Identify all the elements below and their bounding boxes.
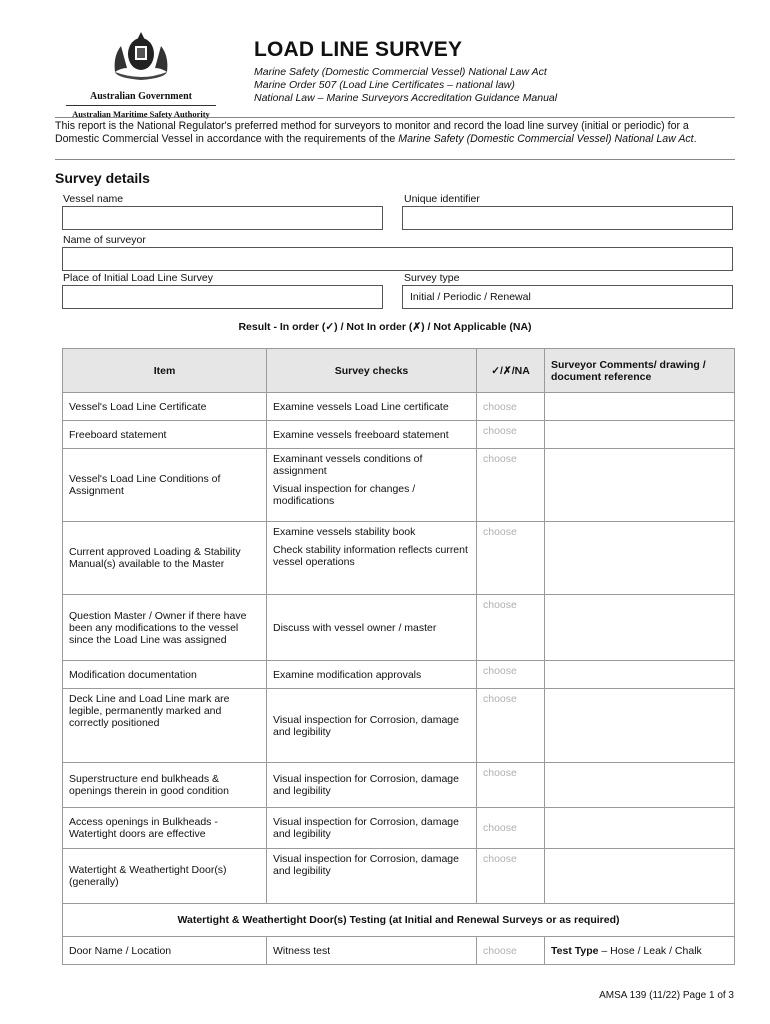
test-type-label: Test Type (551, 944, 599, 957)
test-type-options: – Hose / Leak / Chalk (598, 944, 702, 957)
result-dropdown[interactable]: choose (483, 425, 517, 437)
header-comments: Surveyor Comments/ drawing / document reference (545, 349, 735, 393)
row-item: Vessel's Load Line Conditions of Assignment (63, 449, 267, 522)
row-check: Witness test (267, 937, 477, 965)
result-dropdown[interactable]: choose (483, 944, 517, 957)
row-checks (267, 522, 477, 595)
row-check: Visual inspection for Corrosion, damage and legibility (267, 689, 477, 763)
row-check: Examine vessels stability book (273, 526, 416, 538)
result-dropdown[interactable]: choose (483, 526, 517, 538)
row-check: Examine vessels freeboard statement (267, 421, 477, 449)
survey-type-label: Survey type (404, 272, 460, 284)
table-row (63, 763, 735, 808)
intro-end: . (693, 132, 697, 145)
agency-name: Australian Maritime Safety Authority (72, 109, 210, 119)
row-item: Question Master / Owner if there have been any modifications to the vessel since the Load Line was assigned (63, 595, 267, 661)
table-row (63, 808, 735, 849)
result-dropdown[interactable]: choose (483, 453, 517, 465)
result-dropdown[interactable]: choose (483, 853, 517, 865)
row-check: Discuss with vessel owner / master (267, 595, 477, 661)
table-row (63, 849, 735, 904)
vessel-name-field[interactable] (62, 206, 383, 230)
place-label: Place of Initial Load Line Survey (63, 272, 214, 284)
comment-cell[interactable] (545, 393, 735, 421)
row-item: Current approved Loading & Stability Manual(s) available to the Master (63, 522, 267, 595)
intro-act-name: Marine Safety (Domestic Commercial Vessel) National Law Act (398, 132, 694, 145)
intro-divider-top (55, 117, 735, 118)
row-check: Examine modification approvals (267, 661, 477, 689)
gov-name: Australian Government (90, 91, 192, 102)
title-block (254, 38, 557, 105)
row-check: Check stability information reflects current vessel operations (273, 544, 468, 568)
act-reference-1: Marine Safety (Domestic Commercial Vessel) National Law Act (254, 66, 547, 78)
comment-cell[interactable] (545, 661, 735, 689)
intro-divider-bottom (55, 159, 735, 160)
table-row (63, 421, 735, 449)
comment-cell[interactable] (545, 808, 735, 849)
row-check: Visual inspection for Corrosion, damage and legibility (267, 808, 477, 849)
row-check: Examinant vessels conditions of assignment (273, 453, 423, 477)
table-header-row (63, 349, 735, 393)
row-check: Visual inspection for Corrosion, damage and legibility (267, 849, 477, 904)
result-dropdown[interactable]: choose (483, 693, 517, 705)
table-row (63, 595, 735, 661)
vessel-name-label: Vessel name (63, 193, 124, 205)
row-item: Vessel's Load Line Certificate (63, 393, 267, 421)
page-title: LOAD LINE SURVEY (254, 38, 463, 61)
row-check: Examine vessels Load Line certificate (267, 393, 477, 421)
row-item: Access openings in Bulkheads - Watertight doors are effective (63, 808, 267, 849)
surveyor-label: Name of surveyor (63, 234, 146, 246)
act-reference-2: Marine Order 507 (Load Line Certificates – national law) (254, 79, 515, 91)
survey-table (62, 348, 735, 965)
row-checks (267, 449, 477, 522)
table-row (63, 689, 735, 763)
door-testing-band (63, 904, 735, 937)
surveyor-name-field[interactable] (62, 247, 733, 271)
comment-cell[interactable] (545, 595, 735, 661)
table-row (63, 661, 735, 689)
comment-cell[interactable] (545, 689, 735, 763)
unique-id-label: Unique identifier (404, 193, 480, 205)
comment-cell[interactable] (545, 849, 735, 904)
intro-paragraph (55, 120, 735, 145)
result-dropdown[interactable]: choose (483, 665, 517, 677)
header-item: Item (63, 349, 267, 393)
table-row (63, 393, 735, 421)
row-item: Deck Line and Load Line mark are legible, permanently marked and correctly positioned (63, 689, 267, 763)
gov-logo (56, 28, 226, 119)
comment-cell[interactable] (545, 763, 735, 808)
comment-cell[interactable] (545, 449, 735, 522)
row-item: Freeboard statement (63, 421, 267, 449)
result-dropdown[interactable]: choose (483, 822, 517, 834)
comment-cell[interactable] (545, 421, 735, 449)
table-row (63, 937, 735, 965)
table-row (63, 449, 735, 522)
table-row (63, 522, 735, 595)
coat-of-arms-icon (101, 28, 181, 84)
door-testing-heading: Watertight & Weathertight Door(s) Testing (at Initial and Renewal Surveys or as required) (63, 904, 735, 937)
row-check: Visual inspection for Corrosion, damage and legibility (267, 763, 477, 808)
row-item: Watertight & Weathertight Door(s) (generally) (63, 849, 267, 904)
logo-divider (66, 105, 216, 106)
survey-type-field[interactable]: Initial / Periodic / Renewal (402, 285, 733, 309)
result-dropdown[interactable]: choose (483, 767, 517, 779)
section-heading: Survey details (55, 170, 150, 186)
act-reference-3: National Law – Marine Surveyors Accreditation Guidance Manual (254, 92, 558, 104)
test-type-cell[interactable] (545, 937, 735, 965)
door-location-field[interactable]: Door Name / Location (63, 937, 267, 965)
intro-text: This report is the National Regulator's preferred method for surveyors to monitor and record the load line survey (initial or periodic) for a Domestic Commercial Vessel in accordance with the requirements of the (55, 120, 689, 145)
result-legend: Result - In order (✓) / Not In order (✗) / Not Applicable (NA) (238, 321, 532, 333)
result-dropdown[interactable]: choose (483, 599, 517, 611)
result-dropdown[interactable]: choose (483, 400, 517, 413)
row-item: Superstructure end bulkheads & openings therein in good condition (63, 763, 267, 808)
page-footer: AMSA 139 (11/22) Page 1 of 3 (599, 990, 734, 1001)
header-result: ✓/✗/NA (477, 349, 545, 393)
unique-id-field[interactable] (402, 206, 733, 230)
place-field[interactable] (62, 285, 383, 309)
row-item: Modification documentation (63, 661, 267, 689)
header-checks: Survey checks (267, 349, 477, 393)
comment-cell[interactable] (545, 522, 735, 595)
row-check: Visual inspection for changes / modifications (273, 483, 416, 507)
